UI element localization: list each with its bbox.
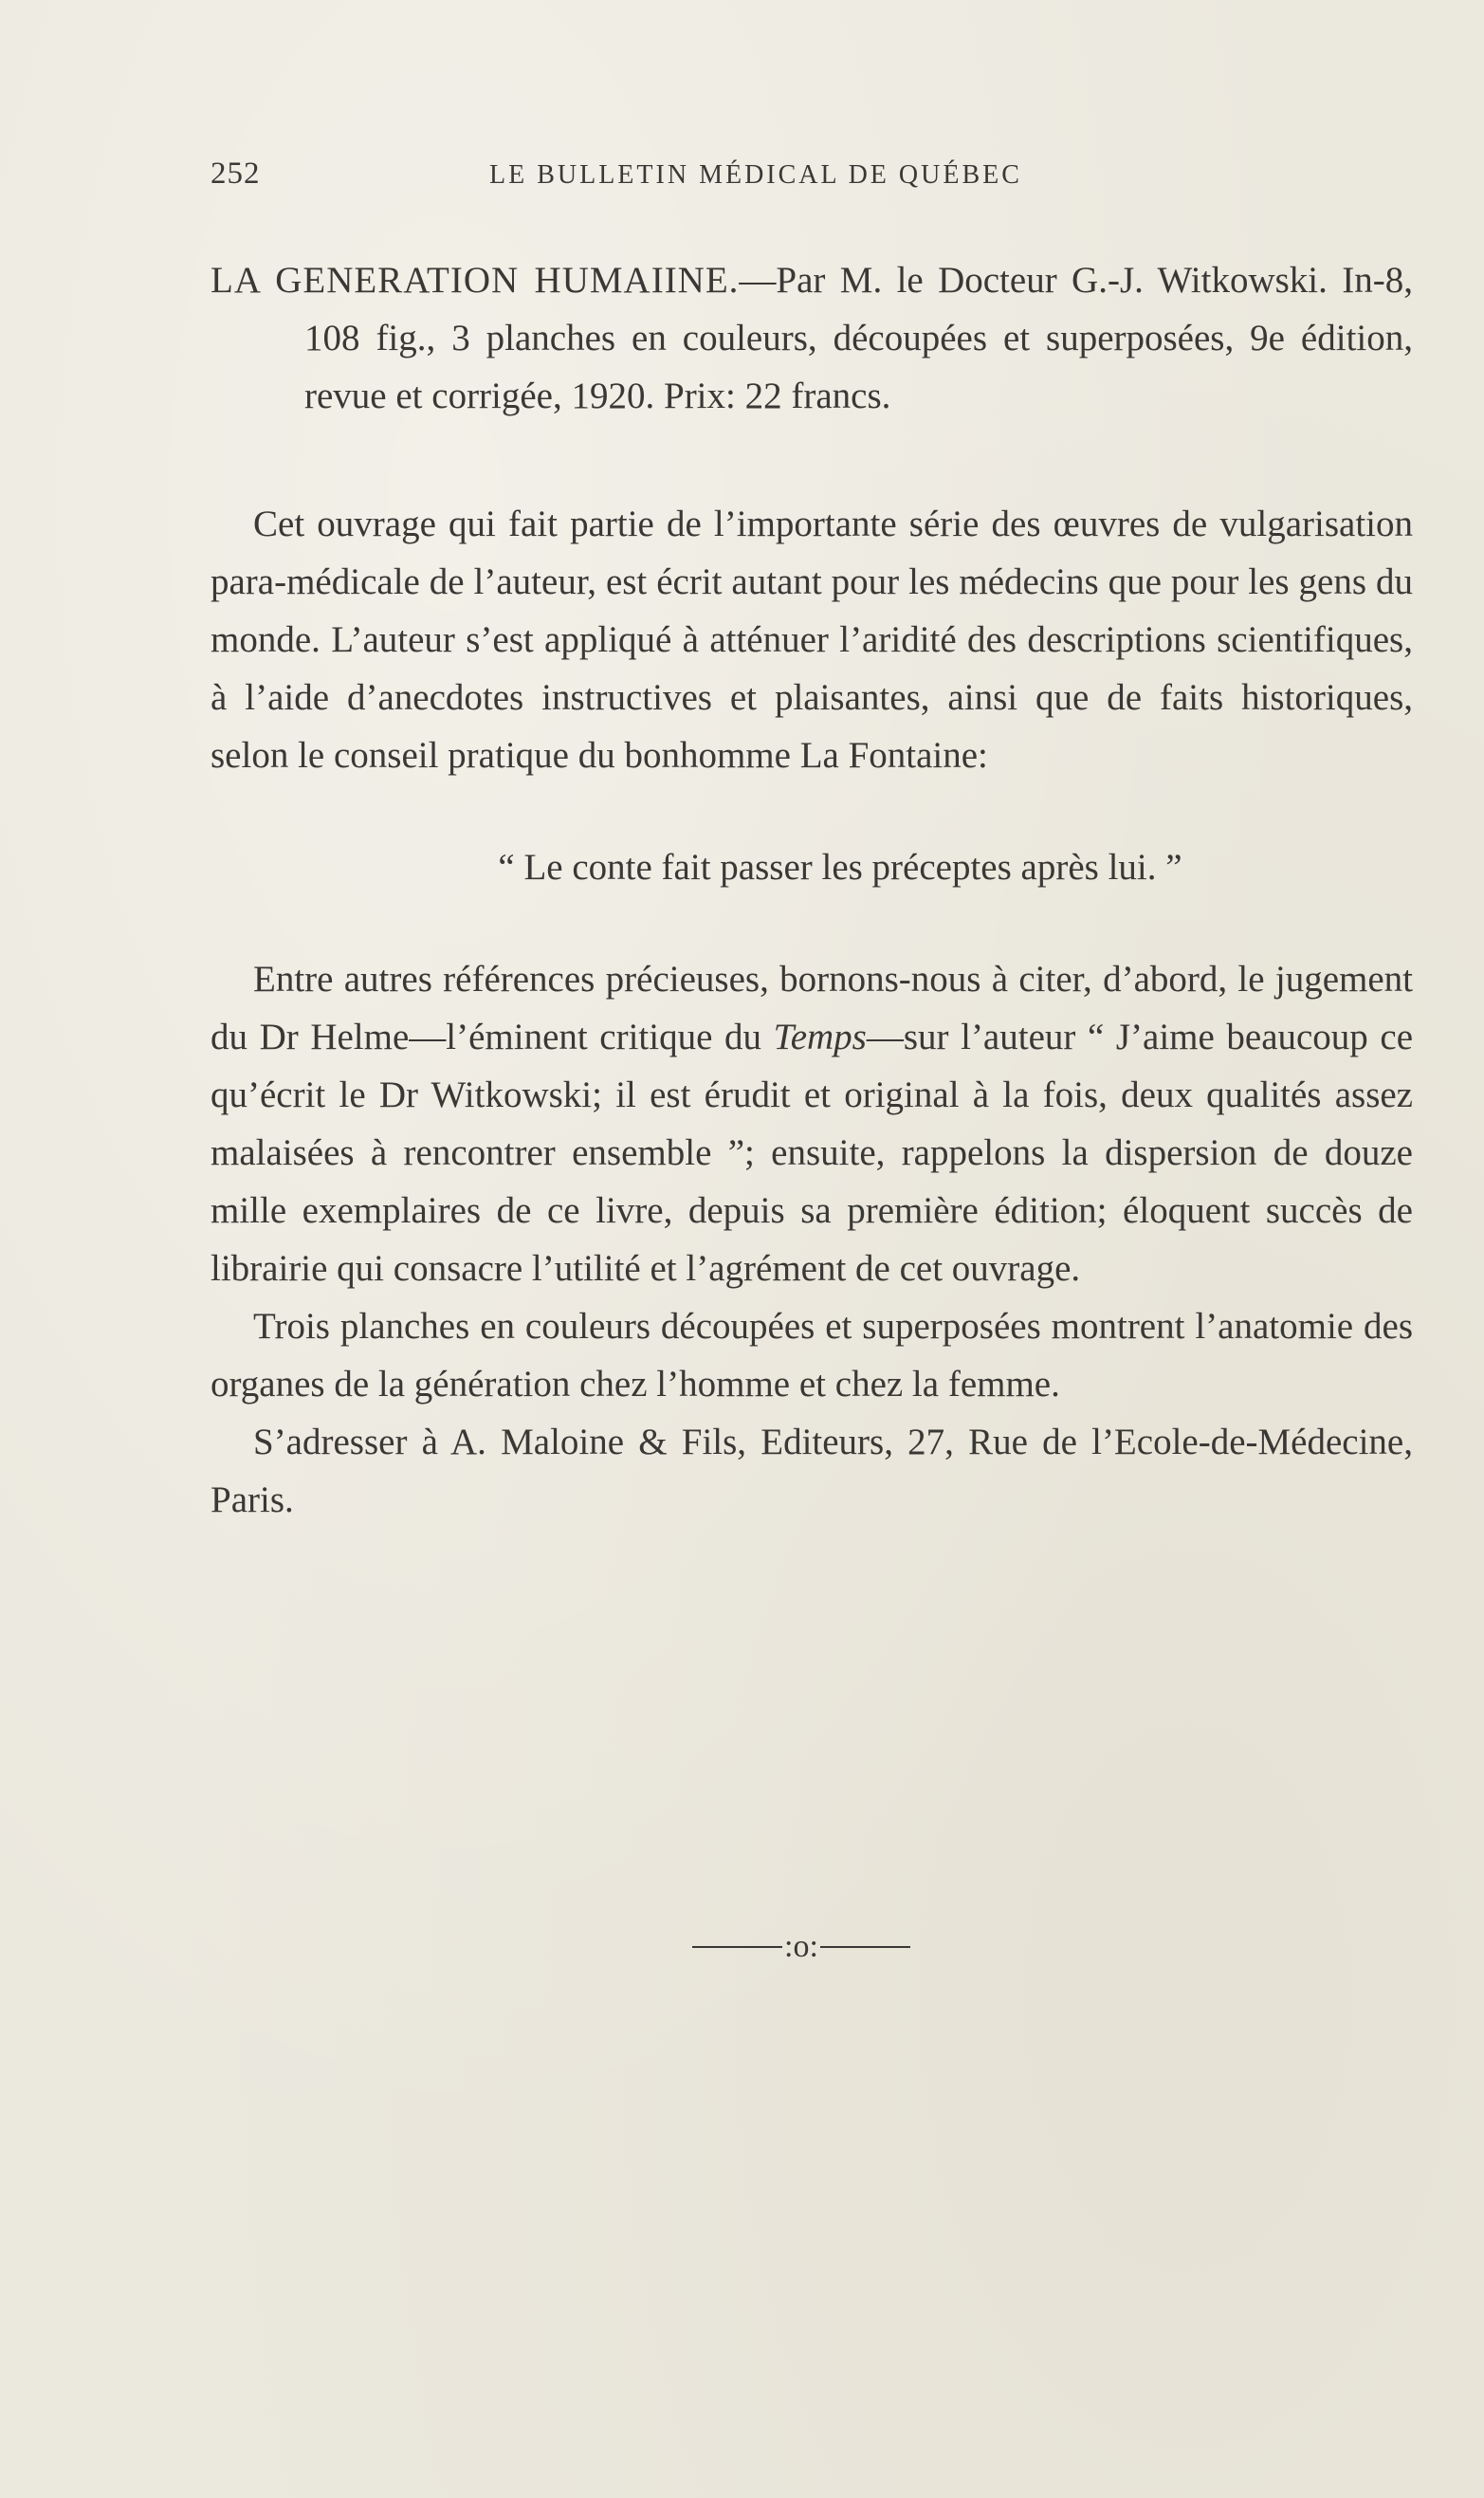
review-heading xyxy=(211,251,1413,425)
section-divider xyxy=(683,1927,920,1965)
review-paragraph-2 xyxy=(211,950,1413,1297)
divider-rule-right xyxy=(820,1946,910,1948)
review-paragraph-3: Trois planches en couleurs découpées et superposées montrent l’anatomie des organes de la génération chez l’homme et chez la femme. xyxy=(211,1306,1413,1405)
book-author: —Par M. le Docteur G.-J. Witkowski. xyxy=(739,260,1328,301)
book-publication-details: In-8, 108 fig., 3 planches en couleurs, découpées et superposées, 9e édition, revue et corrigée, 1920. xyxy=(304,260,1414,416)
page-header xyxy=(211,156,1159,204)
book-price: Prix: 22 francs. xyxy=(664,376,891,416)
journal-name-temps: Temps xyxy=(773,1017,867,1057)
divider-rule-left xyxy=(692,1946,782,1948)
book-title: LA GENERATION HUMAIINE. xyxy=(211,260,740,301)
review-paragraph-4: S’adresser à A. Maloine & Fils, Editeurs, 27, Rue de l’Ecole-de-Médecine, Paris. xyxy=(211,1422,1413,1520)
book-review xyxy=(211,251,1413,1529)
running-head: LE BULLETIN MÉDICAL DE QUÉBEC xyxy=(489,160,1022,190)
page-number: 252 xyxy=(211,156,261,191)
divider-mark: :o: xyxy=(784,1929,818,1965)
review-paragraph-1: Cet ouvrage qui fait partie de l’importante série des œuvres de vulgarisation para-médicale de l’auteur, est écrit autant pour les médecins que pour les gens du monde. L’auteur s’est appliqué à atténuer l’aridité des descriptions scientifiques, à l’aide d’anecdotes instructives et plaisantes, ainsi que de faits historiques, selon le conseil pratique du bonhomme La Fontaine: xyxy=(211,504,1413,776)
la-fontaine-quote: “ Le conte fait passer les préceptes après lui. ” xyxy=(498,847,1182,888)
paragraph-2-end: —sur l’auteur “ J’aime beaucoup ce qu’écrit le Dr Witkowski; il est érudit et original à la fois, deux qualités assez malaisées à rencontrer ensemble ”; ensuite, rappelons la dispersion de douze mille exemplaires de ce livre, depuis sa première édition; éloquent succès de librairie qui consacre l’utilité et l’agrément de cet ouvrage. xyxy=(211,1017,1414,1289)
paragraph-2-start: Entre autres références précieuses, bornons-nous à citer, d’abord, le jugement du Dr Helme—l’éminent critique du xyxy=(211,959,1413,1057)
